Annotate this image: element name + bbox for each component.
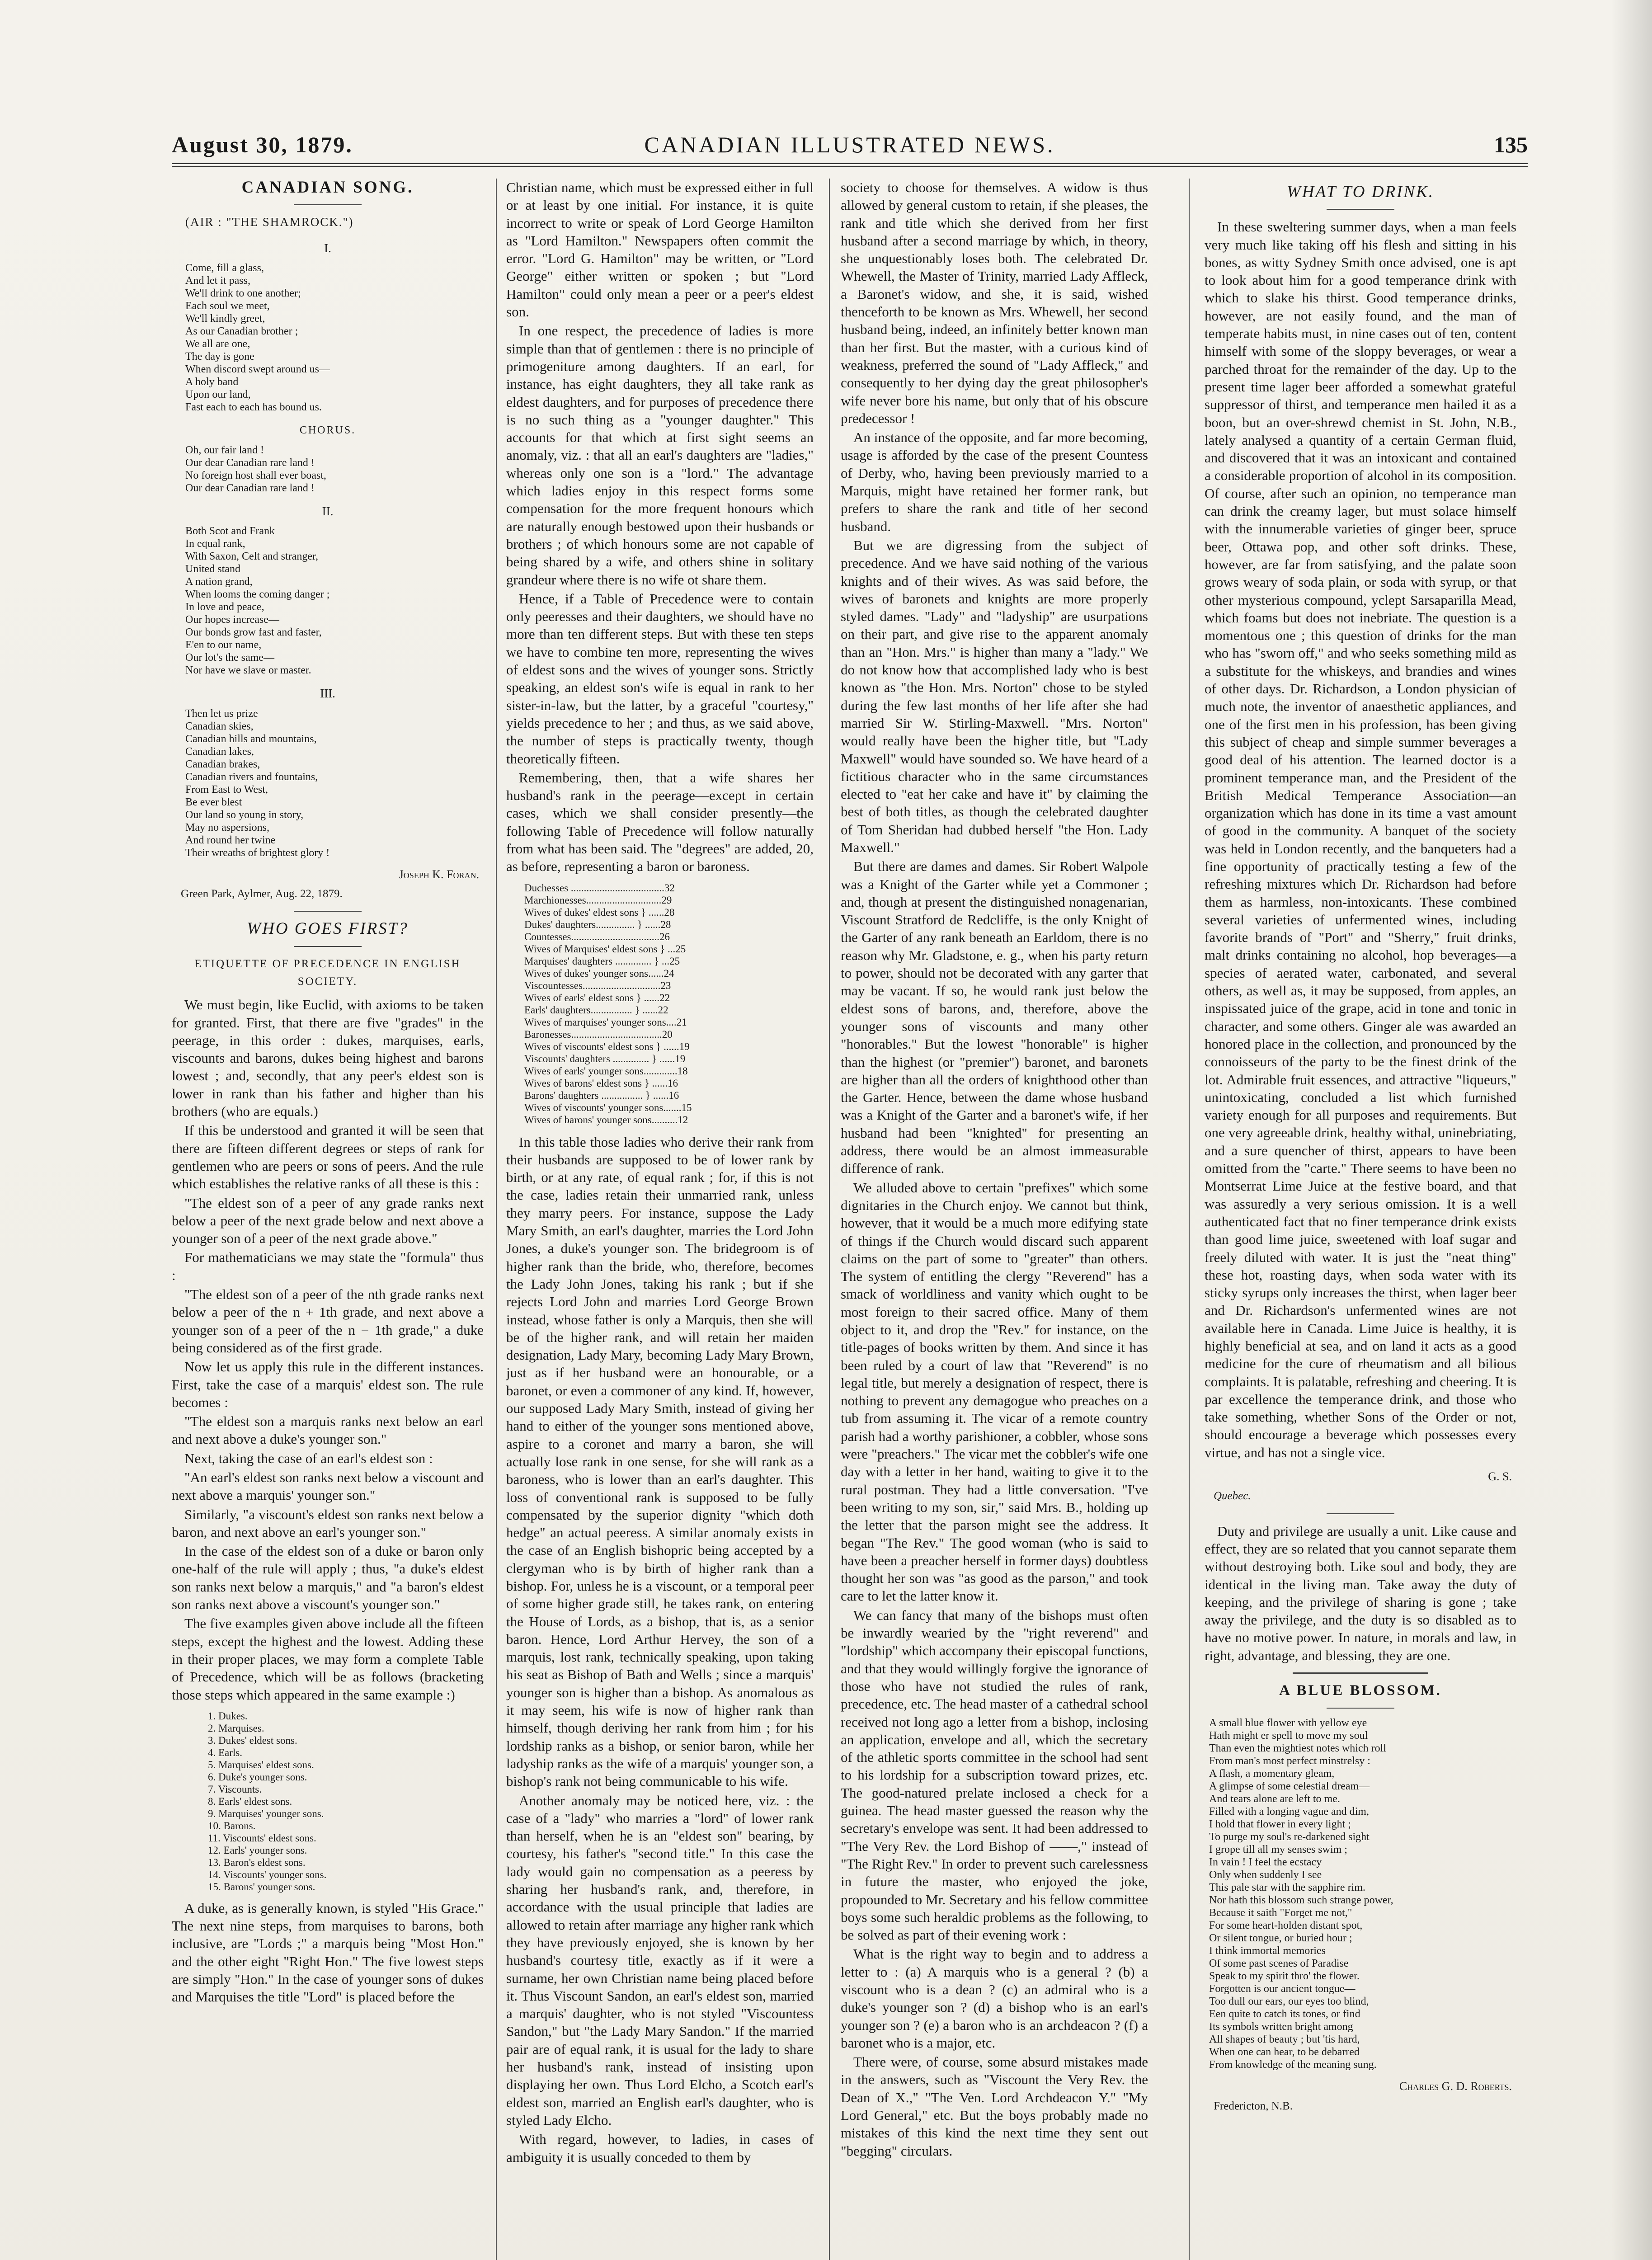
paragraph: Christian name, which must be expressed either in full or at least by one initial. For instance, it is quite incorrect to write or speak of Lord George Hamilton as "Lord Hamilton." Newspapers often commit the error. "Lord G. Hamilton" may be written, or "Lord George" either written or spoken ; but "Lord Hamilton" could only mean a peer or a peer's eldest son. [506,179,814,320]
paragraph: "The eldest son of a peer of any grade ranks next below a peer of the next grade below and next above a younger son of a peer of the next grade above." [172,1195,484,1247]
text-line: Filled with a longing vague and dim, [1209,1806,1369,1818]
text-line: Fast each to each has bound us. [185,401,322,413]
text-line: A nation grand, [185,576,253,588]
text-line: Wives of earls' younger sons.............18 [524,1065,688,1077]
paragraph: "The eldest son a marquis ranks next below an earl and next above a duke's younger son." [172,1413,484,1447]
text-line: And let it pass, [185,274,250,287]
section-rule [1293,1672,1428,1674]
text-line: In love and peace, [185,601,264,613]
text-line: Wives of dukes' eldest sons } ......28 [524,906,675,918]
text-line: Hath might er spell to move my soul [1209,1730,1368,1742]
text-line: 3. Dukes' eldest sons. [208,1734,297,1746]
text-line: Barons' daughters ................ } ......16 [524,1089,679,1101]
page-edge-shadow [1611,0,1652,2260]
text-line: 4. Earls. [208,1747,243,1758]
header-rule [172,163,1528,164]
text-line: Canadian skies, [185,720,254,732]
stanza-numeral: I. [324,241,331,255]
song-stanza-3 [185,707,484,859]
text-line: United stand [185,563,240,575]
paragraph: Hence, if a Table of Precedence were to contain only peeresses and their daughters, we should have no more than ten different steps. But with these ten steps we have to combine ten more, representing the wives of eldest sons and the wives of younger sons. Strictly speaking, an eldest son's wife is equal in rank to her sister-in-law, but the latter, by a graceful "courtesy," yields precedence to her ; and thus, as we said above, the number of steps is practically twenty, though theoretically fifteen. [506,590,814,767]
song-stanza-2 [185,525,484,677]
newspaper-title: CANADIAN ILLUSTRATED NEWS. [644,132,1055,157]
text-line: Viscounts' daughters .............. } ......19 [524,1053,686,1064]
paragraph: What is the right way to begin and to address a letter to : (a) A marquis who is a general ? (b) a viscount who is a dean ? (c) an admiral who is a duke's younger son ? (d) a bishop who is an earl's younger son ? (e) a baron who is an archdeacon ? (f) a baronet who is a major, etc. [841,1946,1148,2051]
text-line: Too dull our ears, our eyes too blind, [1209,1996,1369,2008]
text-line: Viscountesses..............................23 [524,979,671,991]
song-signature: Joseph K. Foran. [399,867,479,881]
paragraph: Another anomaly may be noticed here, viz. : the case of a "lady" who marries a "lord" of lower rank than herself, when he is an "eldest son" bearing, by courtesy, his father's "second title." In this case the lady would gain no compensation as a peeress by sharing her husband's rank, and, therefore, in accordance with the usual principle that ladies are allowed to retain after marriage any higher rank which they have previously enjoyed, she is known by her husband's courtesy title, exactly as if it were a surname, her own Christian name being placed before it. Thus Viscount Sandon, an earl's eldest son, married a marquis' daughter, who is not styled "Viscountess Sandon," but "the Lady Mary Sandon." If the married pair are of equal rank, it is usual for the lady to share her husband's rank, instead of insisting upon displaying her own. Thus Lord Elcho, a Scotch earl's eldest son, married an English earl's daughter, who is styled Lady Elcho. [506,1792,814,2128]
article-place: Quebec. [1214,1490,1251,1502]
text-line: To purge my soul's re-darkened sight [1209,1831,1370,1843]
text-line: Than even the mightiest notes which roll [1209,1742,1386,1755]
text-line: Oh, our fair land ! [185,444,264,457]
paragraph: In the case of the eldest son of a duke or baron only one-half of the rule will apply ; thus, "a duke's eldest son ranks next below a marquis," and "a baron's eldest son ranks next above a viscount's younger son." [172,1543,484,1613]
text-line: Nor have we slave or master. [185,664,311,677]
text-line: 12. Earls' younger sons. [208,1844,307,1856]
text-line: Wives of marquises' younger sons....21 [524,1016,687,1028]
paragraph: We must begin, like Euclid, with axioms to be taken for granted. First, that there are five "grades" in the peerage, in this order : dukes, marquises, earls, viscounts and barons, dukes being highest and barons lowest ; and, secondly, that any peer's eldest son is lower in rank than his father and higher than his brothers (who are equals.) [172,997,484,1120]
text-line: Wives of Marquises' eldest sons } ...25 [524,943,686,955]
poem-stanza-3 [1209,1894,1516,1982]
section-rule [1327,1513,1394,1514]
text-line: Our dear Canadian rare land ! [185,482,315,494]
ladies-precedence-table [524,882,814,1126]
text-line: Upon our land, [185,388,251,400]
text-line: Both Scot and Frank [185,525,275,537]
text-line: 10. Barons. [208,1820,256,1832]
text-line: Of some past scenes of Paradise [1209,1958,1349,1970]
text-line: Marquises' daughters .............. } ...25 [524,955,680,967]
text-line: A holy band [185,376,239,388]
paragraph: With regard, however, to ladies, in cases of ambiguity it is usually conceded to them by [506,2131,814,2165]
text-line: When discord swept around us— [185,363,330,375]
paragraph: Remembering, then, that a wife shares her husband's rank in the peerage—except in certain cases, which we shall consider presently—the following Table of Precedence will follow naturally from what has been said. The "degrees" are added, 20, as before, representing a baron or baroness. [506,769,814,875]
text-line: Canadian brakes, [185,758,260,770]
text-line: Its symbols written bright among [1209,2021,1353,2033]
stanza-numeral: III. [320,687,335,701]
paragraph: If this be understood and granted it will be seen that there are fifteen different degrees or steps of rank for gentlemen who are peers or sons of peers. And the rule which establishes the relative ranks of all these is this : [172,1122,484,1192]
song-place: Green Park, Aylmer, Aug. 22, 1879. [181,888,343,900]
stanza-numeral: II. [322,504,334,518]
paragraph: Now let us apply this rule in the different instances. First, take the case of a marquis' eldest son. The rule becomes : [172,1359,484,1410]
text-line: I grope till all my senses swim ; [1209,1844,1347,1856]
paragraph: In these sweltering summer days, when a man feels very much like taking off his flesh and sitting in his bones, as witty Sydney Smith once advised, one is apt to look about him for a good temperance drink with which to slake his thirst. Good temperance drinks, however, are not easily found, and the man of temperate habits must, in nine cases out of ten, content himself with some of the sloppy beverages, or wear a parched throat for the remainder of the day. Up to the present time lager beer afforded a somewhat grateful suppressor of thirst, and temperance men hailed it as a boon, but an over-shrewd chemist in St. John, N.B., lately analysed a quantity of a certain German fluid, and discovered that it was an intoxicant and contained a considerable proportion of alcohol in its composition. Of course, after such an opinion, no temperance man can drink the creamy lager, but must solace himself with the innumerable varieties of ginger beer, spruce beer, Ottawa pop, and other soft drinks. These, however, are far from satisfying, and the palate soon grows weary of soda plain, or soda with syrup, or that other mysterious compound, yclept Sarsaparilla Mead, which foams but does not inebriate. The question is a momentous one ; this question of drinks for the man who has "sworn off," and who seeks something mild as a substitute for the whiskeys, and brandies and wines of other days. Dr. Richardson, a London physician of much note, the inventor of anaesthetic appliances, and one of the first men in his profession, has been giving this subject of cheap and simple summer beverages a good deal of his attention. The learned doctor is a prominent temperance man, and the President of the British Medical Temperance Association—an organization which has done in its time a vast amount of good in the community. A banquet of the society was held in London recently, and the banqueters had a fine opportunity of practically testing a few of the refreshing mixtures which Dr. Richardson had before them as harmless, non-intoxicants. These combined several varieties of unfermented wines, including favorite brands of "Port" and "Sherry," fruit drinks, malt drinks containing no alcohol, hop beverages—a species of aerated water, carbonated, and several others, as well as, it may be supposed, from apples, an inspissated juice of the grape, acid in tone and tonic in character, and some others. Ginger ale was awarded an honored place in the collection, and pronounced by the connoisseurs of the party to be the finest drink of the lot. Admirable fruit essences, and attractive "liqueurs," unintoxicating, concluded a list which furnished variety enough for all purposes and requirements. But one very agreeable drink, healthy withal, uninebriating, and a sure quencher of thirst, appears to have been omitted from the "carte." There seems to have been no Montserrat Lime Juice at the festive board, and that was assuredly a very serious omission. It is a well authenticated fact that no finer temperance drink exists than good lime juice, sweetened with loaf sugar and freely diluted with water. It is just the "neat thing" these hot, roasting days, when soda water with its sticky syrups only increases the thirst, when lager beer and Dr. Richardson's unfermented wines are not available here in Canada. Lime Juice is healthy, it is highly beneficial at sea, and on land it acts as a good medicine for the cure of rheumatism and all bilious complaints. It is palatable, refreshing and cheering. It is par excellence the temperance drink, and those who take something, whether Sons of the Order or not, should encourage a beverage which possesses every virtue, and has not a single vice. [1205,219,1516,1460]
text-line: From man's most perfect minstrelsy : [1209,1755,1370,1767]
paragraph: Next, taking the case of an earl's eldest son : [184,1450,433,1466]
text-line: Canadian hills and mountains, [185,733,317,745]
text-line: Each soul we meet, [185,300,270,312]
text-line: From knowledge of the meaning sung. [1209,2059,1377,2071]
text-line: With Saxon, Celt and stranger, [185,551,319,563]
text-line: We'll drink to one another; [185,287,301,299]
poem-stanza-2 [1209,1805,1516,1894]
text-line: Our lot's the same— [185,652,274,664]
text-line: Wives of barons' younger sons..........12 [524,1114,688,1125]
text-line: In vain ! I feel the ecstacy [1209,1856,1322,1869]
chorus-label: CHORUS. [299,424,356,436]
text-line: Wives of viscounts' younger sons.......15 [524,1102,692,1113]
text-line: I hold that flower in every light ; [1209,1818,1351,1831]
text-line: No foreign host shall ever boast, [185,470,326,482]
text-line: 13. Baron's eldest sons. [208,1856,306,1868]
text-line: 9. Marquises' younger sons. [208,1808,324,1819]
title-rule [294,946,362,947]
column-divider [829,179,830,2260]
paragraph: Duty and privilege are usually a unit. Like cause and effect, they are so related that you cannot separate them without destroying both. Like soul and body, they are identical in the living man. Take away the duty of keeping, and the privilege of sharing is gone ; take away the privilege, and the duty is so disabled as to have no motive power. In nature, in morals and law, in right, advantage, and blessing, they are one. [1205,1523,1516,1663]
text-line: 2. Marquises. [208,1722,264,1734]
text-line: And tears alone are left to me. [1209,1793,1340,1805]
text-line: Our bonds grow fast and faster, [185,626,322,639]
article-title: WHAT TO DRINK. [1286,183,1435,201]
paragraph: "An earl's eldest son ranks next below a viscount and next above a marquis' younger son." [172,1469,484,1503]
column-2 [506,179,814,2260]
article-subtitle: ETIQUETTE OF PRECEDENCE IN ENGLISH SOCIETY. [194,957,461,988]
paragraph: But we are digressing from the subject of precedence. And we have said nothing of the various knights and of their wives. As was said before, the wives of baronets and knights are more properly styled dames. "Lady" and "ladyship" are usurpations on their part, and give rise to the apparent anomaly than an "Hon. Mrs." is higher than many a "lady." We do not know how that accomplished lady who is best known as "the Hon. Mrs. Norton" chose to be styled during the few last months of her life after she had married Sir W. Stirling-Maxwell. "Mrs. Norton" would really have been the higher title, but "Lady Maxwell" would have sounded so. We have heard of a fictitious character who in the same circumstances elected to "eat her cake and have it" by claiming the best of both titles, as though the celebrated daughter of Tom Sheridan had dubbed herself "the Hon. Lady Maxwell." [841,537,1148,855]
song-air: (AIR : "THE SHAMROCK.") [185,215,354,229]
text-line: 15. Barons' younger sons. [208,1881,315,1893]
text-line: Forgotten is our ancient tongue— [1209,1983,1355,1995]
song-chorus [185,444,484,494]
text-line: In equal rank, [185,538,245,550]
paragraph: "The eldest son of a peer of the nth grade ranks next below a peer of the n + 1th grade, and next above a younger son of a peer of the n − 1th grade," a duke being considered as of the first grade. [172,1286,484,1356]
text-line: Our hopes increase— [185,614,279,626]
poem-signature: Charles G. D. Roberts. [1399,2080,1512,2093]
paragraph: There were, of course, some absurd mistakes made in the answers, such as "Viscount the Very Rev. the Dean of X.," "The Ven. Lord Archdeacon Y." "My Lord General," etc. But the boys probably made no mistakes of this kind the next time they sent out "begging" circulars. [841,2054,1148,2159]
article-title: WHO GOES FIRST? [247,919,409,938]
poem-place: Fredericton, N.B. [1214,2100,1293,2112]
column-3 [841,179,1148,2260]
title-rule [1327,1708,1394,1709]
text-line: 6. Duke's younger sons. [208,1771,307,1783]
section-rule [294,911,362,912]
text-line: When looms the coming danger ; [185,589,330,601]
text-line: Only when suddenly I see [1209,1869,1322,1881]
text-line: 14. Viscounts' younger sons. [208,1869,327,1880]
text-line: Wives of dukes' younger sons......24 [524,967,674,979]
text-line: Be ever blest [185,796,242,808]
text-line: 5. Marquises' eldest sons. [208,1759,314,1770]
text-line: E'en to our name, [185,639,262,651]
text-line: We'll kindly greet, [185,312,265,325]
text-line: We all are one, [185,338,250,350]
text-line: 1. Dukes. [208,1710,248,1722]
text-line: Our land so young in story, [185,809,304,821]
text-line: And round her twine [185,834,276,846]
paragraph: But there are dames and dames. Sir Robert Walpole was a Knight of the Garter while yet a Commoner ; and, though at present the distinguished nonagenarian, Viscount Stratford de Redcliffe, is the only Knight of the Garter of any rank beneath an Earldom, there is no reason why Mr. Gladstone, e. g., when his party return to power, should not be decorated with any garter that may be vacant. If so, he would rank just below the eldest sons of barons, and, therefore, above the younger sons of viscounts and many other "honorables." But the lowest "honorable" is higher than the highest (or "premier") baronet, and baronets are higher than all the orders of knighthood other than the Garter. Hence, between the dame whose husband was a Knight of the Garter and a baronet's wife, if her husband had been "knighted" for presenting an address, there would be an almost immeasurable difference of rank. [841,858,1148,1177]
column-divider [1189,179,1190,2260]
poem-stanza-4 [1209,1982,1516,2071]
text-line: Marchionesses.............................29 [524,894,672,906]
text-line: When one can hear, to be debarred [1209,2046,1360,2058]
paragraph: An instance of the opposite, and far more becoming, usage is afforded by the case of the present Countess of Derby, who, having been previously married to a Marquis, might have retained her former rank, but prefers to share the rank and title of her second husband. [841,429,1148,534]
song-stanza-1 [185,262,484,414]
text-line: All shapes of beauty ; but 'tis hard, [1209,2034,1360,2046]
text-line: May no aspersions, [185,821,269,833]
text-line: Wives of viscounts' eldest sons } ......19 [524,1041,690,1052]
header-rule-thin [172,166,1528,167]
text-line: A flash, a momentary gleam, [1209,1768,1335,1780]
text-line: Baronesses...................................20 [524,1028,673,1040]
paragraph: We can fancy that many of the bishops must often be inwardly wearied by the "right reverend" and "lordship" which accompany their episcopal functions, and that they would willingly forgive the ignorance of those who have not studied the rules of rank, precedence, etc. The head master of a cathedral school received not long ago a letter from a bishop, inclosing an application, envelope and all, which the secretary of the athletic sports committee in the school had sent to his lordship for a subscription toward prizes, etc. The good-natured prelate inclosed a check for a guinea. The head master guessed the reason why the secretary's envelope was sent. It had been addressed to "The Very Rev. the Lord Bishop of ——," instead of "The Right Rev." In order to prevent such carelessness in future the master, who enjoyed the joke, propounded to Mr. Secretary and his fellow committee boys some such heraldic problems as the following, to be solved as part of their evening work : [841,1607,1148,1943]
song-title: CANADIAN SONG. [241,179,414,197]
text-line: 11. Viscounts' eldest sons. [208,1832,316,1844]
text-line: Nor hath this blossom such strange power, [1209,1894,1393,1907]
text-line: A glimpse of some celestial dream— [1209,1780,1370,1793]
article-signature: G. S. [1488,1470,1512,1483]
column-divider [496,179,497,2260]
text-line: 8. Earls' eldest sons. [208,1795,292,1807]
text-line: Canadian rivers and fountains, [185,771,318,783]
text-line: From East to West, [185,783,268,796]
text-line: Earls' daughters................ } ......22 [524,1004,668,1016]
page-number: 135 [1494,132,1528,157]
text-line: 7. Viscounts. [208,1783,262,1795]
text-line: Then let us prize [185,707,258,720]
text-line: As our Canadian brother ; [185,325,298,337]
issue-date: August 30, 1879. [172,132,353,157]
paragraph: We alluded above to certain "prefixes" which some dignitaries in the Church enjoy. We cannot but think, however, that it would be a much more edifying state of things if the Church would discard such apparent claims on the part of some to "greater" than others. The system of entitling the clergy "Reverend" has a smack of worldliness and vanity which ought to be most foreign to their sacred office. Many of them object to it, and drop the "Rev." for instance, on the title-pages of books written by them. And since it has been ruled by a court of law that "Reverend" is no legal title, but merely a designation of respect, there is nothing to prevent any demagogue who preaches on a tub from assuming it. The vicar of a remote country parish had a worthy parishioner, a cobbler, whose sons were "preachers." The vicar met the cobbler's wife one day with a letter in her hand, waiting to give it to the rural postman. They had a little conversation. "I've been writing to my son, sir," said Mrs. B., holding up the letter that the parson might see the address. It began "The Rev." The good woman (who is said to have been a preacher herself in former days) doubtless thought her son was "as good as the parson," and took care to let the latter know it. [841,1179,1148,1604]
paragraph: society to choose for themselves. A widow is thus allowed by general custom to retain, if she pleases, the rank and title which she derived from her first husband after a second marriage by which, in theory, she unquestionably loses both. The celebrated Dr. Whewell, the Master of Trinity, married Lady Affleck, a Baronet's widow, and she, it is said, wished thenceforth to be known as Mrs. Whewell, her second husband being, indeed, an infinitely better known man than her first. But the master, with a curious kind of weakness, preferred the sound of "Lady Affleck," and consequently to her dying day the great philosopher's wife never bore his name, but only that of his obscure predecessor ! [841,179,1148,426]
paragraph: In one respect, the precedence of ladies is more simple than that of gentlemen : there is no principle of primogeniture among daughters. If an earl, for instance, has eight daughters, they all take rank as eldest daughters, and for purposes of precedence there is no such thing as a "younger daughter." This accounts for that which at first sight seems an anomaly, viz. : that all an earl's daughters are "ladies," whereas only one son is a "lord." The advantage which ladies enjoy in this respect forms some compensation for the more frequent honours which are naturally enough bestowed upon their husbands or brothers ; of which honours some are not capable of being shared by a wife, and others shine in solitary grandeur where there is no wife ot share them. [506,323,814,588]
poem-stanza-1 [1209,1717,1516,1805]
precedence-list [208,1710,484,1893]
text-line: Een quite to catch its tones, or find [1209,2008,1360,2020]
text-line: Our dear Canadian rare land ! [185,457,315,469]
paragraph: Similarly, "a viscount's eldest son ranks next below a baron, and next above an earl's younger son." [172,1506,484,1540]
text-line: Duchesses ....................................32 [524,882,675,894]
paragraph: For mathematicians we may state the "formula" thus : [172,1249,484,1283]
poem-title: A BLUE BLOSSOM. [1279,1682,1442,1699]
text-line: Countesses..................................26 [524,931,670,942]
text-line: Come, fill a glass, [185,262,264,274]
text-line: Speak to my spirit thro' the flower. [1209,1970,1360,1982]
paragraph: In this table those ladies who derive their rank from their husbands are supposed to be of lower rank by birth, or at any rate, of equal rank ; for, if this is not the case, ladies retain their unmarried rank, unless they marry peers. For instance, suppose the Lady Mary Smith, an earl's daughter, marries the Lord John Jones, a duke's younger son. The bridegroom is of higher rank than the bride, who, therefore, becomes the Lady John Jones, taking his rank ; but if she rejects Lord John and marries Lord George Brown instead, whose father is only a Marquis, then she will be of the higher rank, and will retain her maiden designation, Lady Mary, becoming Lady Mary Brown, just as if her husband were an honourable, or a baronet, or even a commoner of any kind. If, however, our supposed Lady Mary Smith, instead of giving her hand to either of the younger sons mentioned above, aspire to a coronet and marry a baron, she will actually lose rank in one sense, for she will rank as a baroness, who is lower than an earl's daughter. This loss of conventional rank is supposed to be fully compensated by the superior dignity "which doth hedge" an actual peeress. A similar anomaly exists in the case of an English bishopric being accepted by a clergyman who is by birth of higher rank than a bishop. For, unless he is a viscount, or a temporal peer of some higher grade still, he takes rank, on entering the House of Lords, as a bishop, that is, as a senior baron. Hence, Lord Arthur Hervey, the son of a marquis, lost rank, technically speaking, upon taking his seat as Bishop of Bath and Wells ; since a marquis' younger son is higher than a bishop. As anomalous as it may seem, his wife is now of higher rank than himself, though deriving her rank from him ; for his lordship ranks as a bishop, or senior baron, while her ladyship ranks as the wife of a marquis' younger son, a bishop's rank not being communicable to his wife. [506,1134,814,1789]
text-line: I think immortal memories [1209,1945,1326,1957]
text-line: The day is gone [185,350,254,363]
column-1 [172,179,484,2260]
title-rule [1327,209,1394,210]
text-line: Dukes' daughters............... } ......28 [524,918,671,930]
text-line: A small blue flower with yellow eye [1209,1717,1367,1729]
text-line: For some heart-holden distant spot, [1209,1920,1363,1932]
title-rule [294,204,362,205]
text-line: Their wreaths of brightest glory ! [185,847,330,859]
text-line: Wives of earls' eldest sons } ......22 [524,992,670,1003]
paragraph: A duke, as is generally known, is styled "His Grace." The next nine steps, from marquises to barons, both inclusive, are "Lords ;" a marquis being "Most Hon." and the other eight "Right Hon." The five lowest steps are simply "Hon." In the case of younger sons of dukes and Marquises the title "Lord" is placed before the [172,1900,484,2005]
masthead [172,129,1528,160]
column-4 [1205,179,1516,2260]
text-line: Wives of barons' eldest sons } ......16 [524,1077,678,1089]
text-line: Or silent tongue, or buried hour ; [1209,1932,1352,1945]
text-line: Because it saith "Forget me not," [1209,1907,1352,1919]
text-line: This pale star with the sapphire rim. [1209,1882,1365,1894]
text-line: Canadian lakes, [185,745,254,758]
paragraph: The five examples given above include all the fifteen steps, except the highest and the lowest. Adding these in their proper places, we may form a complete Table of Precedence, which will be as follows (bracketing those steps which appeared in the same example :) [172,1615,484,1703]
